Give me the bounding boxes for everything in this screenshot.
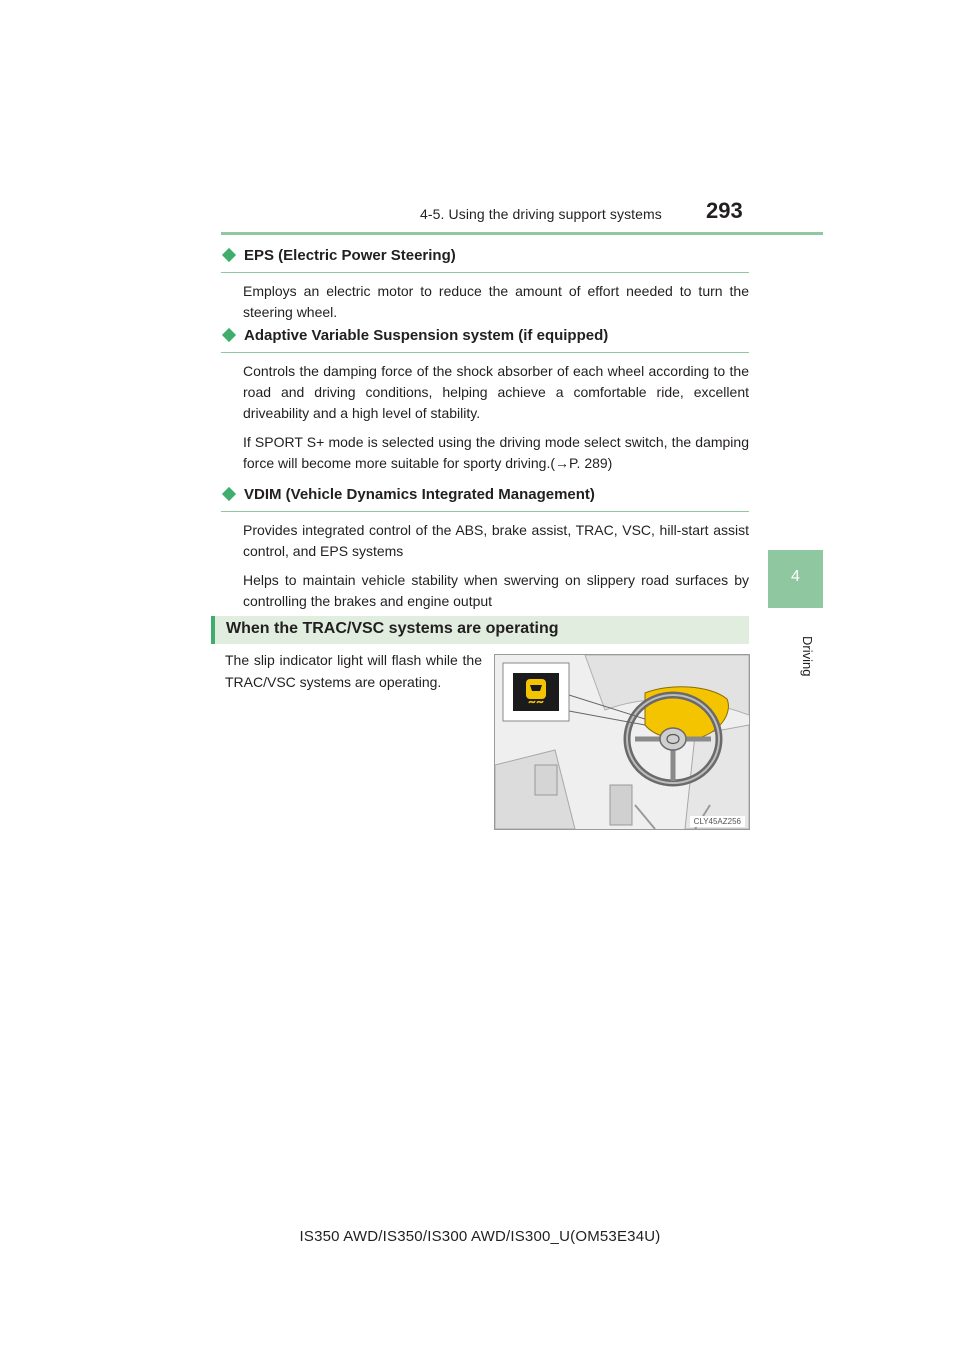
- info-bar-title: When the TRAC/VSC systems are operating: [226, 620, 559, 637]
- paragraph: Helps to maintain vehicle stability when swerving on slippery road surfaces by controlling the brakes and engine output: [243, 572, 749, 609]
- figure-code: CLY45AZ256: [690, 816, 745, 827]
- section-title: EPS (Electric Power Steering): [244, 246, 456, 264]
- paragraph: If SPORT S+ mode is selected using the driving mode select switch, the damping force will become more suitable for sporty driving.(→P. 289): [243, 434, 749, 471]
- running-header: 4-5. Using the driving support systems: [420, 206, 662, 222]
- section-title: Adaptive Variable Suspension system (if equipped): [244, 326, 609, 344]
- chapter-number: 4: [791, 568, 800, 585]
- section-heading: [221, 242, 749, 273]
- paragraph: Provides integrated control of the ABS, brake assist, TRAC, VSC, hill-start assist control, and EPS systems: [243, 522, 749, 559]
- paragraph: Employs an electric motor to reduce the amount of effort needed to turn the steering wheel.: [243, 283, 749, 320]
- page-number: 293: [706, 198, 743, 223]
- section-heading: [221, 322, 749, 353]
- section-heading: [221, 481, 749, 512]
- info-bar: [211, 616, 749, 644]
- diamond-bullet-icon: [222, 328, 236, 342]
- diamond-bullet-icon: [222, 248, 236, 262]
- section-vdim: [221, 481, 749, 612]
- header-rule: [221, 232, 823, 235]
- dashboard-illustration: [494, 654, 750, 830]
- footer-model: IS350 AWD/IS350/IS300 AWD/IS300_U(OM53E34U): [299, 1228, 661, 1245]
- section-eps: [221, 242, 749, 323]
- diamond-bullet-icon: [222, 487, 236, 501]
- info-text: The slip indicator light will flash while the TRAC/VSC systems are operating.: [225, 652, 482, 690]
- chapter-tab: [768, 550, 823, 608]
- chapter-label: Driving: [800, 636, 815, 677]
- section-suspension: [221, 322, 749, 474]
- paragraph: Controls the damping force of the shock absorber of each wheel according to the road and driving conditions, helping achieve a comfortable ride, excellent driveability and a high level of stability.: [243, 363, 749, 421]
- cockpit-drawing: [495, 655, 749, 829]
- section-title: VDIM (Vehicle Dynamics Integrated Management): [244, 485, 595, 503]
